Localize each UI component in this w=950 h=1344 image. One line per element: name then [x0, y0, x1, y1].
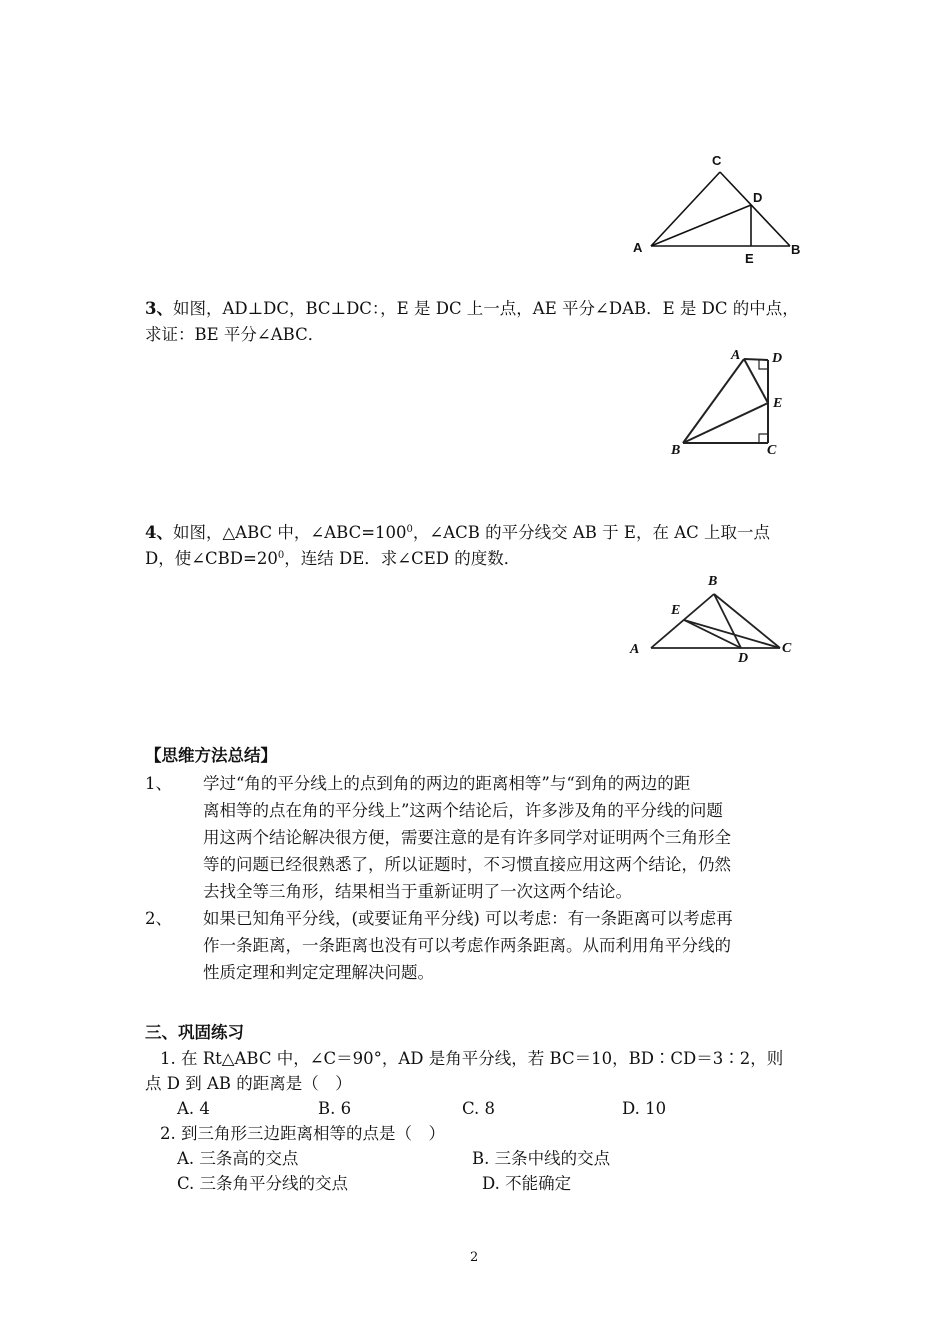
degree-superscript: 0	[277, 550, 285, 561]
label-e: E	[745, 251, 754, 266]
label-a: A	[633, 240, 643, 255]
question-2-line-1: 2. 到三角形三边距离相等的点是（ ）	[160, 1124, 445, 1143]
problem-3-text-1: 如图，AD⊥DC，BC⊥DC：，E 是 DC 上一点，AE 平分∠DAB．E 是 DC 的中点，	[172, 299, 799, 318]
summary-item-2-line: 性质定理和判定定理解决问题。	[203, 963, 434, 982]
question-2-option-a: A. 三条高的交点	[177, 1149, 299, 1168]
summary-item-2-line: 如果已知角平分线，(或要证角平分线) 可以考虑：有一条距离可以考虑再	[203, 909, 733, 928]
question-2-option-d: D. 不能确定	[482, 1174, 572, 1193]
label-a: A	[731, 348, 741, 363]
problem-4-text-1b: ，∠ACB 的平分线交 AB 于 E，在 AC 上取一点	[412, 523, 770, 542]
practice-heading: 三、巩固练习	[145, 1023, 244, 1042]
summary-item-2	[203, 905, 813, 986]
summary-item-1-line: 去找全等三角形，结果相当于重新证明了一次这两个结论。	[203, 882, 632, 901]
degree-superscript: 0	[406, 524, 413, 535]
summary-item-1-line: 用这两个结论解决很方便，需要注意的是有许多同学对证明两个三角形全	[203, 828, 731, 847]
question-2-option-b: B. 三条中线的交点	[472, 1149, 611, 1168]
problem-4-number: 4、	[145, 523, 173, 542]
problem-3-number: 3、	[145, 299, 173, 318]
label-e: E	[671, 603, 681, 618]
problem-4-text-1a: 如图，△ABC 中，∠ABC=100	[172, 523, 407, 542]
question-1-option-d: D. 10	[622, 1099, 667, 1118]
label-b: B	[791, 242, 801, 257]
question-1-line-2: 点 D 到 AB 的距离是（ ）	[145, 1074, 352, 1093]
problem-4-text-2a: D，使∠CBD=20	[145, 549, 278, 568]
problem-3-line-2: 求证：BE 平分∠ABC．	[145, 325, 325, 344]
label-c: C	[767, 443, 777, 458]
question-1-line-1: 1. 在 Rt△ABC 中，∠C＝90°，AD 是角平分线，若 BC＝10，BD∶CD＝3∶2，则	[160, 1049, 784, 1068]
summary-item-1-line: 学过“角的平分线上的点到角的两边的距离相等”与“到角的两边的距	[203, 774, 691, 793]
summary-item-1-line: 离相等的点在角的平分线上”这两个结论后，许多涉及角的平分线的问题	[203, 801, 723, 820]
summary-item-1	[203, 770, 813, 905]
label-d: D	[753, 190, 763, 205]
summary-item-1-line: 等的问题已经很熟悉了，所以证题时，不习惯直接应用这两个结论，仍然	[203, 855, 731, 874]
summary-item-1-number: 1、	[145, 774, 172, 793]
label-c: C	[782, 641, 792, 656]
label-c: C	[712, 153, 722, 168]
page-number: 2	[470, 1250, 479, 1265]
question-1-option-b: B. 6	[318, 1099, 352, 1118]
label-b: B	[671, 443, 681, 458]
summary-heading: 【思维方法总结】	[145, 746, 277, 765]
summary-item-2-line: 作一条距离，一条距离也没有可以考虑作两条距离。从而利用角平分线的	[203, 936, 731, 955]
label-b: B	[708, 574, 718, 589]
question-2-option-c: C. 三条角平分线的交点	[177, 1174, 349, 1193]
question-1-option-c: C. 8	[462, 1099, 496, 1118]
label-e: E	[773, 396, 783, 411]
label-d: D	[772, 351, 783, 366]
question-1-option-a: A. 4	[177, 1099, 210, 1118]
label-a: A	[630, 642, 640, 657]
label-d: D	[738, 651, 749, 666]
segment-ab	[651, 594, 714, 648]
summary-item-2-number: 2、	[145, 909, 172, 928]
segment-bd	[714, 594, 741, 648]
problem-4-text-2b: ，连结 DE．求∠CED 的度数．	[284, 549, 521, 568]
